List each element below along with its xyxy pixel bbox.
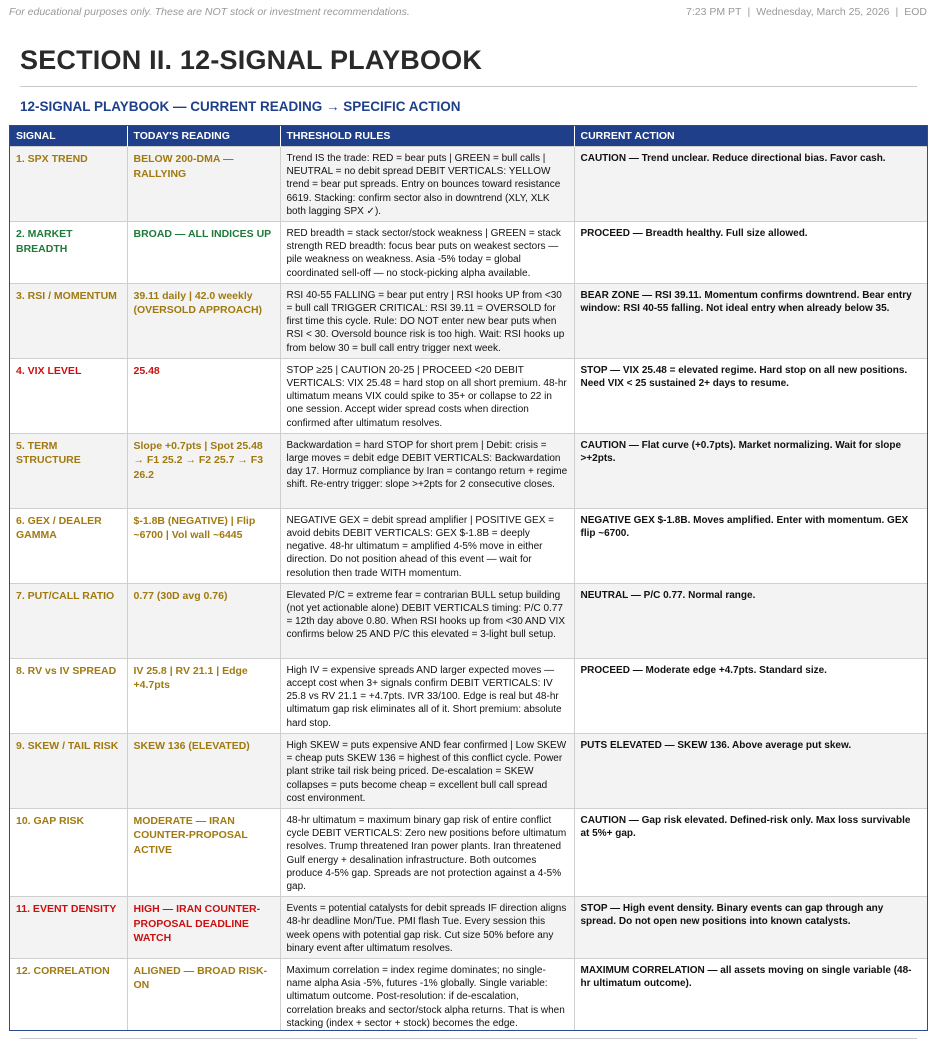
table-row [10,283,927,358]
action-cell: PROCEED — Moderate edge +4.7pts. Standard size. [574,658,927,733]
timestamp [686,6,927,18]
table-header-row [10,126,927,147]
rules-cell: Events = potential catalysts for debit spreads IF direction aligns 48-hr deadline Mon/Tue. PMI flash Tue. Every session this week opens with potential gap risk. Cut size 50% before any binary event after ultimatum resolves. [280,897,574,959]
reading-cell: IV 25.8 | RV 21.1 | Edge +4.7pts [127,658,280,733]
title-divider [20,86,917,87]
signal-cell: 6. GEX / DEALER GAMMA [10,508,127,583]
rules-cell: Backwardation = hard STOP for short prem | Debit: crisis = large moves = debit edge DEBIT VERTICALS: Backwardation day 17. Hormuz compliance by Iran = contango return + regime shift. Re-entry trigger: slope >+2pts for 2 consecutive closes. [280,433,574,508]
table-row [10,222,927,284]
signal-cell: 8. RV vs IV SPREAD [10,658,127,733]
section-subtitle: 12-SIGNAL PLAYBOOK — CURRENT READING → SPECIFIC ACTION [20,99,461,114]
rules-cell: RSI 40-55 FALLING = bear put entry | RSI hooks UP from <30 = bull call TRIGGER CRITICAL: RSI 39.11 = OVERSOLD for first time this cycle. Rule: DO NOT enter new bear puts when RSI < 30. Oversold bounce risk is too high. Wait: RSI hooks up from below 30 = bull call entry trigger next week. [280,283,574,358]
reading-cell: 0.77 (30D avg 0.76) [127,583,280,658]
signal-cell: 11. EVENT DENSITY [10,897,127,959]
date-text: Wednesday, March 25, 2026 [756,6,890,18]
table-row [10,433,927,508]
playbook-table [10,126,927,1031]
reading-cell: 25.48 [127,358,280,433]
header-signal: SIGNAL [10,126,127,147]
action-cell: CAUTION — Trend unclear. Reduce directional bias. Favor cash. [574,147,927,222]
signal-cell: 2. MARKET BREADTH [10,222,127,284]
table-row [10,583,927,658]
signal-cell: 9. SKEW / TAIL RISK [10,733,127,808]
reading-cell: Slope +0.7pts | Spot 25.48 → F1 25.2 → F2 25.7 → F3 26.2 [127,433,280,508]
table-row [10,733,927,808]
action-cell: BEAR ZONE — RSI 39.11. Momentum confirms downtrend. Bear entry window: RSI 40-55 falling. Not ideal entry when already below 35. [574,283,927,358]
separator: | [895,6,899,18]
table-row [10,658,927,733]
signal-cell: 10. GAP RISK [10,808,127,896]
reading-cell: ALIGNED — BROAD RISK-ON [127,958,280,1031]
rules-cell: RED breadth = stack sector/stock weakness | GREEN = stack strength RED breadth: focus bear puts on weakest sectors — pile weakness on weakness. Asia -5% today = global coordinated sell-off — no stock-picking alpha available. [280,222,574,284]
action-cell: NEUTRAL — P/C 0.77. Normal range. [574,583,927,658]
action-cell: NEGATIVE GEX $-1.8B. Moves amplified. Enter with momentum. GEX flip ~6700. [574,508,927,583]
rules-cell: 48-hr ultimatum = maximum binary gap risk of entire conflict cycle DEBIT VERTICALS: Zero new positions before ultimatum resolves. Trump threatened Iran power plants. Iran threatened Gulf energy + desalination infrastructure. Both outcomes produce 4-5% gap. Spreads are not protection against a 4-5% gap. [280,808,574,896]
rules-cell: STOP ≥25 | CAUTION 20-25 | PROCEED <20 DEBIT VERTICALS: VIX 25.48 = hard stop on all short premium. 48-hr ultimatum means VIX could spike to 35+ or collapse to 22 in one session. Accept wider spread costs when direction confirmed after ultimatum resolves. [280,358,574,433]
action-cell: STOP — High event density. Binary events can gap through any spread. Do not open new positions into known catalysts. [574,897,927,959]
disclaimer: For educational purposes only. These are NOT stock or investment recommendations. [9,6,410,18]
reading-cell: BELOW 200-DMA — RALLYING [127,147,280,222]
rules-cell: NEGATIVE GEX = debit spread amplifier | POSITIVE GEX = avoid debits DEBIT VERTICALS: GEX $-1.8B = deeply negative. 48-hr ultimatum = amplified 4-5% move in either direction. Do not position ahead of this event — wait for resolution then trade WITH momentum. [280,508,574,583]
separator: | [747,6,751,18]
action-cell: STOP — VIX 25.48 = elevated regime. Hard stop on all new positions. Need VIX < 25 sustained 2+ days to resume. [574,358,927,433]
reading-cell: MODERATE — IRAN COUNTER-PROPOSAL ACTIVE [127,808,280,896]
table-row [10,808,927,896]
reading-cell: $-1.8B (NEGATIVE) | Flip ~6700 | Vol wall ~6445 [127,508,280,583]
reading-cell: BROAD — ALL INDICES UP [127,222,280,284]
action-cell: MAXIMUM CORRELATION — all assets moving on single variable (48-hr ultimatum outcome). [574,958,927,1031]
signal-cell: 1. SPX TREND [10,147,127,222]
bottom-divider [20,1038,917,1039]
top-bar [0,0,937,24]
action-cell: PUTS ELEVATED — SKEW 136. Above average put skew. [574,733,927,808]
rules-cell: Trend IS the trade: RED = bear puts | GREEN = bull calls | NEUTRAL = no debit spread DEBIT VERTICALS: YELLOW trend = bear put spreads. Entry on bounces toward resistance 6619. Stacking: confirm sector also in downtrend (XLY, XLK both lagging SPX ✓). [280,147,574,222]
reading-cell: HIGH — IRAN COUNTER-PROPOSAL DEADLINE WATCH [127,897,280,959]
signal-cell: 7. PUT/CALL RATIO [10,583,127,658]
reading-cell: 39.11 daily | 42.0 weekly (OVERSOLD APPROACH) [127,283,280,358]
signal-cell: 12. CORRELATION [10,958,127,1031]
time-text: 7:23 PM PT [686,6,742,18]
table-row [10,897,927,959]
table-row [10,958,927,1031]
signal-cell: 5. TERM STRUCTURE [10,433,127,508]
action-cell: CAUTION — Flat curve (+0.7pts). Market normalizing. Wait for slope >+2pts. [574,433,927,508]
table-row [10,508,927,583]
header-rules: THRESHOLD RULES [280,126,574,147]
action-cell: PROCEED — Breadth healthy. Full size allowed. [574,222,927,284]
signal-cell: 3. RSI / MOMENTUM [10,283,127,358]
table-row [10,147,927,222]
rules-cell: High IV = expensive spreads AND larger expected moves — accept cost when 3+ signals confirm DEBIT VERTICALS: IV 25.8 vs RV 21.1 = +4.7pts. IVR 33/100. Edge is real but 48-hr ultimatum gap risk eliminates all of it. Short premium: absolute hard stop. [280,658,574,733]
table-row [10,358,927,433]
playbook-table-container [9,125,928,1031]
rules-cell: Maximum correlation = index regime dominates; no single-name alpha Asia -5%, futures -1% globally. Single variable: ultimatum outcome. Post-resolution: if de-escalation, correlation breaks and sector/stock alpha returns. That is when stacking (index + sector + stock) becomes the edge. [280,958,574,1031]
header-action: CURRENT ACTION [574,126,927,147]
rules-cell: High SKEW = puts expensive AND fear confirmed | Low SKEW = cheap puts SKEW 136 = highest of this conflict cycle. Power plant strike tail risk being priced. De-escalation = SKEW collapses = puts become cheap = excellent bull call spread cost environment. [280,733,574,808]
action-cell: CAUTION — Gap risk elevated. Defined-risk only. Max loss survivable at 5%+ gap. [574,808,927,896]
reading-cell: SKEW 136 (ELEVATED) [127,733,280,808]
rules-cell: Elevated P/C = extreme fear = contrarian BULL setup building (not yet actionable alone) DEBIT VERTICALS timing: P/C 0.77 = 12th day above 0.80. When RSI hooks up from <30 AND VIX confirms below 25 AND P/C this elevated = 3-light bull setup. [280,583,574,658]
eod-tag: EOD [904,6,927,18]
signal-cell: 4. VIX LEVEL [10,358,127,433]
page-title: SECTION II. 12-SIGNAL PLAYBOOK [20,45,483,75]
header-reading: TODAY'S READING [127,126,280,147]
